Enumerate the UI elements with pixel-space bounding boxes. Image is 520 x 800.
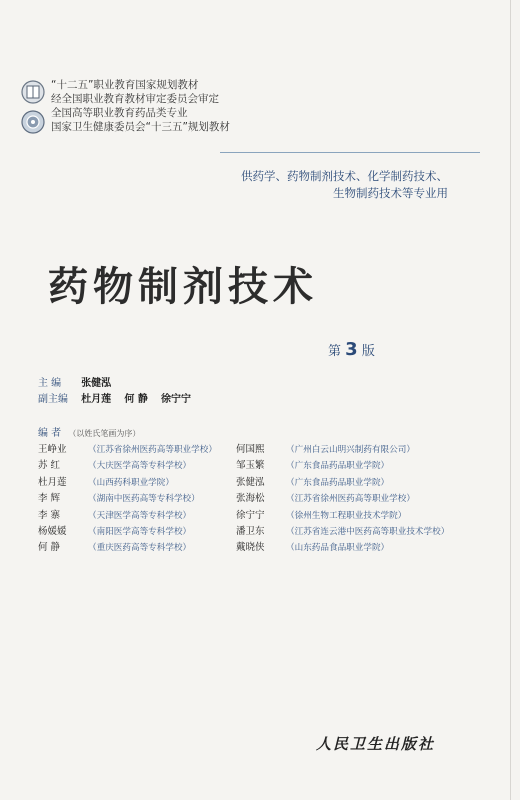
deputy-editor-name: 何 静 — [124, 394, 148, 405]
contributor-name: 李 寨 — [38, 509, 61, 521]
chief-editor-row — [38, 376, 201, 392]
contributor-row — [236, 442, 449, 458]
audience-line: 生物制药技术等专业用 — [333, 186, 448, 200]
contributor-name: 张健泓 — [236, 476, 265, 488]
divider-line — [220, 152, 480, 153]
contributor-name: 潘卫东 — [236, 526, 265, 538]
series-line: 经全国职业教育教材审定委员会审定 — [51, 93, 219, 105]
edition-prefix: 第 — [328, 344, 342, 359]
contributor-affiliation: （江苏省徐州医药高等职业学校） — [286, 494, 415, 505]
contributor-row — [236, 540, 449, 556]
contributor-name: 何国熙 — [236, 444, 265, 455]
contributor-affiliation: （江苏省连云港中医药高等职业技术学校） — [286, 527, 450, 538]
book-title: 药物制剂技术 — [48, 263, 318, 310]
chief-editor-name: 张健泓 — [81, 378, 112, 389]
contributors-label: 编 者 — [38, 428, 62, 439]
contributor-affiliation: （山东药品食品职业学院） — [286, 543, 390, 554]
contributor-row — [236, 508, 449, 524]
contributor-name: 王峥业 — [38, 444, 67, 455]
contributor-affiliation: （广东食品药品职业学院） — [286, 461, 390, 472]
contributor-affiliation: （广州白云山明兴制药有限公司） — [286, 445, 415, 455]
deputy-editor-role: 副主编 — [38, 394, 68, 405]
contributor-row — [236, 524, 449, 540]
edition-suffix: 版 — [361, 344, 375, 359]
contributor-name: 李 辉 — [38, 493, 61, 505]
edition-label — [328, 339, 375, 360]
contributor-row — [236, 475, 449, 491]
contributor-name: 何 静 — [38, 542, 61, 554]
contributors-note: （以姓氏笔画为序） — [68, 429, 141, 438]
contributor-affiliation: （天津医学高等专科学校） — [88, 510, 192, 521]
contributor-name: 苏 红 — [38, 460, 61, 472]
contributor-name: 徐宁宁 — [236, 509, 265, 521]
audience-line: 供药学、药物制剂技术、化学制药技术、 — [241, 169, 448, 183]
editors-block — [38, 376, 201, 408]
contributor-affiliation: （徐州生物工程职业技术学院） — [286, 510, 407, 521]
contributor-row — [236, 491, 449, 507]
intended-audience — [241, 168, 448, 202]
contributor-name: 杨媛媛 — [38, 526, 67, 538]
page-edge — [510, 0, 511, 800]
contributors-heading — [38, 424, 140, 439]
series-logo-icon — [18, 78, 48, 140]
series-text — [51, 78, 230, 134]
contributor-affiliation: （江苏省徐州医药高等职业学校） — [88, 445, 217, 455]
contributor-row — [236, 458, 449, 474]
contributor-row — [38, 442, 217, 458]
contributors-right-column — [236, 442, 449, 557]
contributor-row — [38, 508, 217, 524]
contributor-row — [38, 458, 217, 474]
contributor-row — [38, 524, 217, 540]
contributor-name: 张海松 — [236, 493, 265, 505]
contributor-affiliation: （南阳医学高等专科学校） — [88, 527, 192, 538]
contributor-name: 杜月莲 — [38, 476, 67, 488]
contributor-affiliation: （湖南中医药高等专科学校） — [88, 494, 200, 505]
publisher-logo: 人民卫生出版社 — [316, 735, 436, 753]
contributors-left-column — [38, 442, 217, 557]
contributor-row — [38, 540, 217, 556]
deputy-editor-row — [38, 392, 201, 408]
edition-number: 3 — [345, 339, 358, 360]
chief-editor-role: 主 编 — [38, 378, 62, 389]
series-line: “十二五”职业教育国家规划教材 — [51, 79, 199, 91]
contributor-row — [38, 491, 217, 507]
deputy-editor-name: 杜月莲 — [81, 394, 112, 405]
contributor-affiliation: （广东食品药品职业学院） — [286, 477, 390, 488]
contributor-affiliation: （山西药科职业学院） — [88, 477, 174, 488]
contributor-row — [38, 475, 217, 491]
series-line: 国家卫生健康委员会“十三五”规划教材 — [51, 121, 230, 133]
contributor-affiliation: （重庆医药高等专科学校） — [88, 543, 192, 554]
contributor-affiliation: （大庆医学高等专科学校） — [88, 461, 192, 472]
series-line: 全国高等职业教育药品类专业 — [51, 107, 188, 119]
contributor-name: 邹玉繁 — [236, 460, 265, 472]
deputy-editor-name: 徐宁宁 — [161, 394, 192, 405]
contributor-name: 戴晓侠 — [236, 542, 265, 554]
